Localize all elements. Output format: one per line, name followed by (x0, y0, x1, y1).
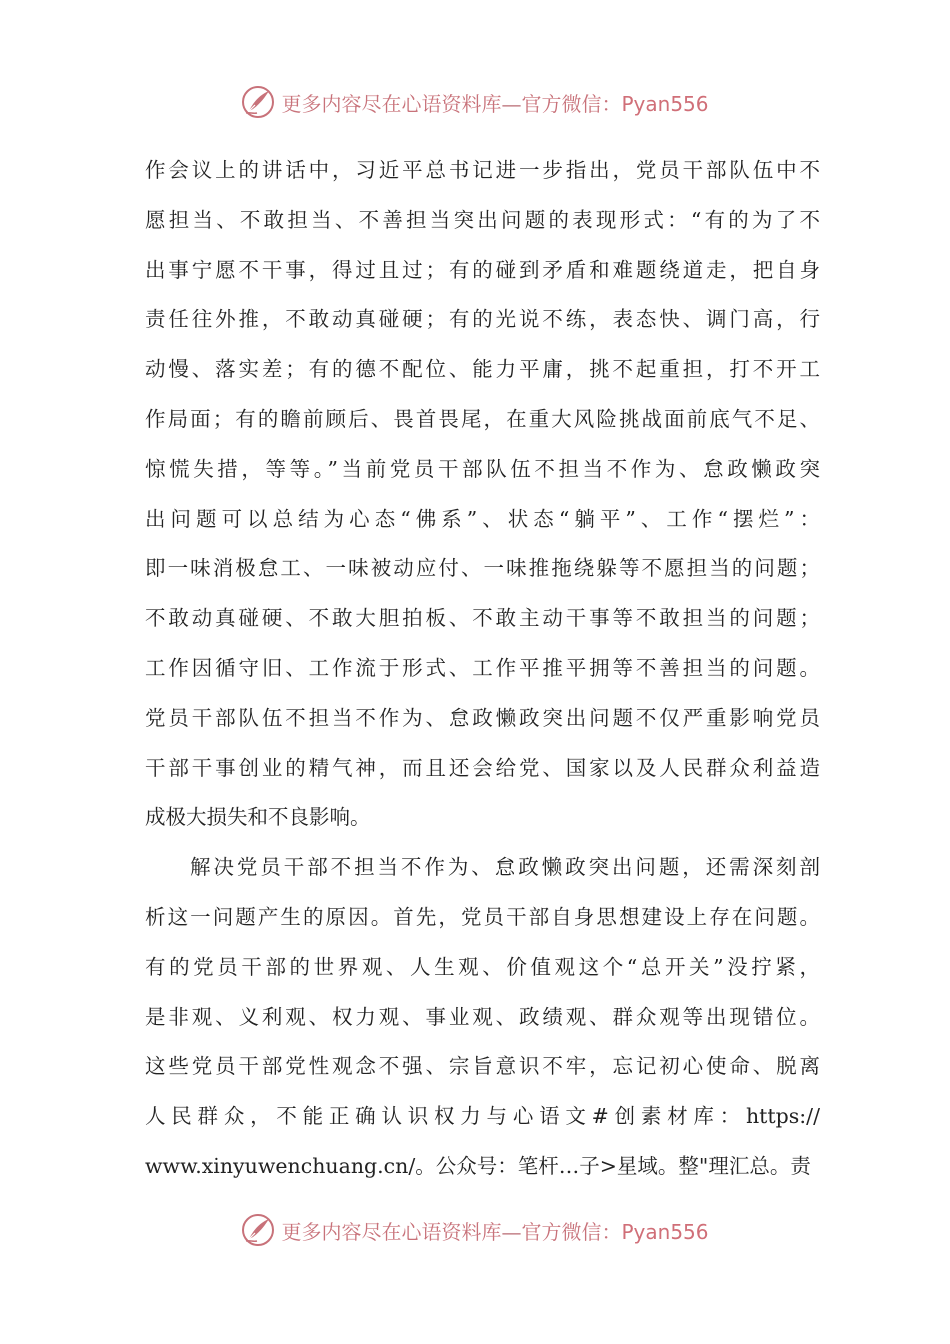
footer-separator: — (501, 1219, 522, 1244)
body-line: 作局面；有的瞻前顾后、畏首畏尾，在重大风险挑战面前底气不足、 (145, 406, 820, 431)
body-line: 作会议上的讲话中，习近平总书记进一步指出，党员干部队伍中不 (145, 158, 820, 182)
footer-banner-text (281, 1216, 708, 1245)
body-line: 是非观、义利观、权力观、事业观、政绩观、群众观等出现错位。 (145, 1004, 820, 1029)
quill-logo-icon (241, 1213, 275, 1247)
header-site-name: 更多内容尽在心语资料库 (281, 91, 502, 116)
body-line: 干部干事创业的精气神，而且还会给党、国家以及人民群众利益造 (145, 755, 820, 780)
header-banner-text (281, 88, 708, 117)
header-label: 官方微信： (521, 91, 622, 116)
body-line: 党员干部队伍不担当不作为、怠政懒政突出问题不仅严重影响党员 (145, 705, 820, 730)
header-wechat-id: Pyan556 (621, 91, 709, 116)
body-line: 解决党员干部不担当不作为、怠政懒政突出问题，还需深刻剖 (190, 855, 820, 880)
header-separator: — (501, 91, 522, 116)
footer-wechat-id: Pyan556 (621, 1219, 709, 1244)
body-line: 愿担当、不敢担当、不善担当突出问题的表现形式：“有的为了不 (145, 207, 820, 232)
body-line: 工作因循守旧、工作流于形式、工作平推平拥等不善担当的问题。 (145, 655, 820, 680)
body-line: 这些党员干部党性观念不强、宗旨意识不牢，忘记初心使命、脱离 (145, 1054, 820, 1079)
body-line: www.xinyuwenchuang.cn/。公众号：笔杆…子>星域。整"理汇总。责 (145, 1153, 811, 1178)
body-line: 析这一问题产生的原因。首先，党员干部自身思想建设上存在问题。 (145, 904, 820, 929)
document-body (145, 146, 820, 1192)
body-line: 出事宁愿不干事，得过且过；有的碰到矛盾和难题绕道走，把自身 (145, 257, 820, 282)
header-banner (0, 82, 950, 122)
body-line: 出问题可以总结为心态“佛系”、状态“躺平”、工作“摆烂”： (145, 506, 820, 531)
body-line: 不敢动真碰硬、不敢大胆拍板、不敢主动干事等不敢担当的问题； (145, 606, 820, 631)
body-line: 惊慌失措，等等。”当前党员干部队伍不担当不作为、怠政懒政突 (145, 456, 820, 481)
footer-banner (0, 1210, 950, 1250)
body-line: 人民群众，不能正确认识权力与心语文#创素材库：https:// (145, 1104, 820, 1129)
body-line: 即一味消极怠工、一味被动应付、一味推拖绕躲等不愿担当的问题； (145, 556, 820, 581)
footer-site-name: 更多内容尽在心语资料库 (281, 1219, 502, 1244)
footer-label: 官方微信： (521, 1219, 622, 1244)
body-line: 动慢、落实差；有的德不配位、能力平庸，挑不起重担，打不开工 (145, 357, 820, 382)
body-line: 责任往外推，不敢动真碰硬；有的光说不练，表态快、调门高，行 (145, 307, 820, 332)
quill-logo-icon (241, 85, 275, 119)
body-line: 成极大损失和不良影响。 (145, 805, 371, 830)
body-line: 有的党员干部的世界观、人生观、价值观这个“总开关”没拧紧， (145, 954, 820, 979)
